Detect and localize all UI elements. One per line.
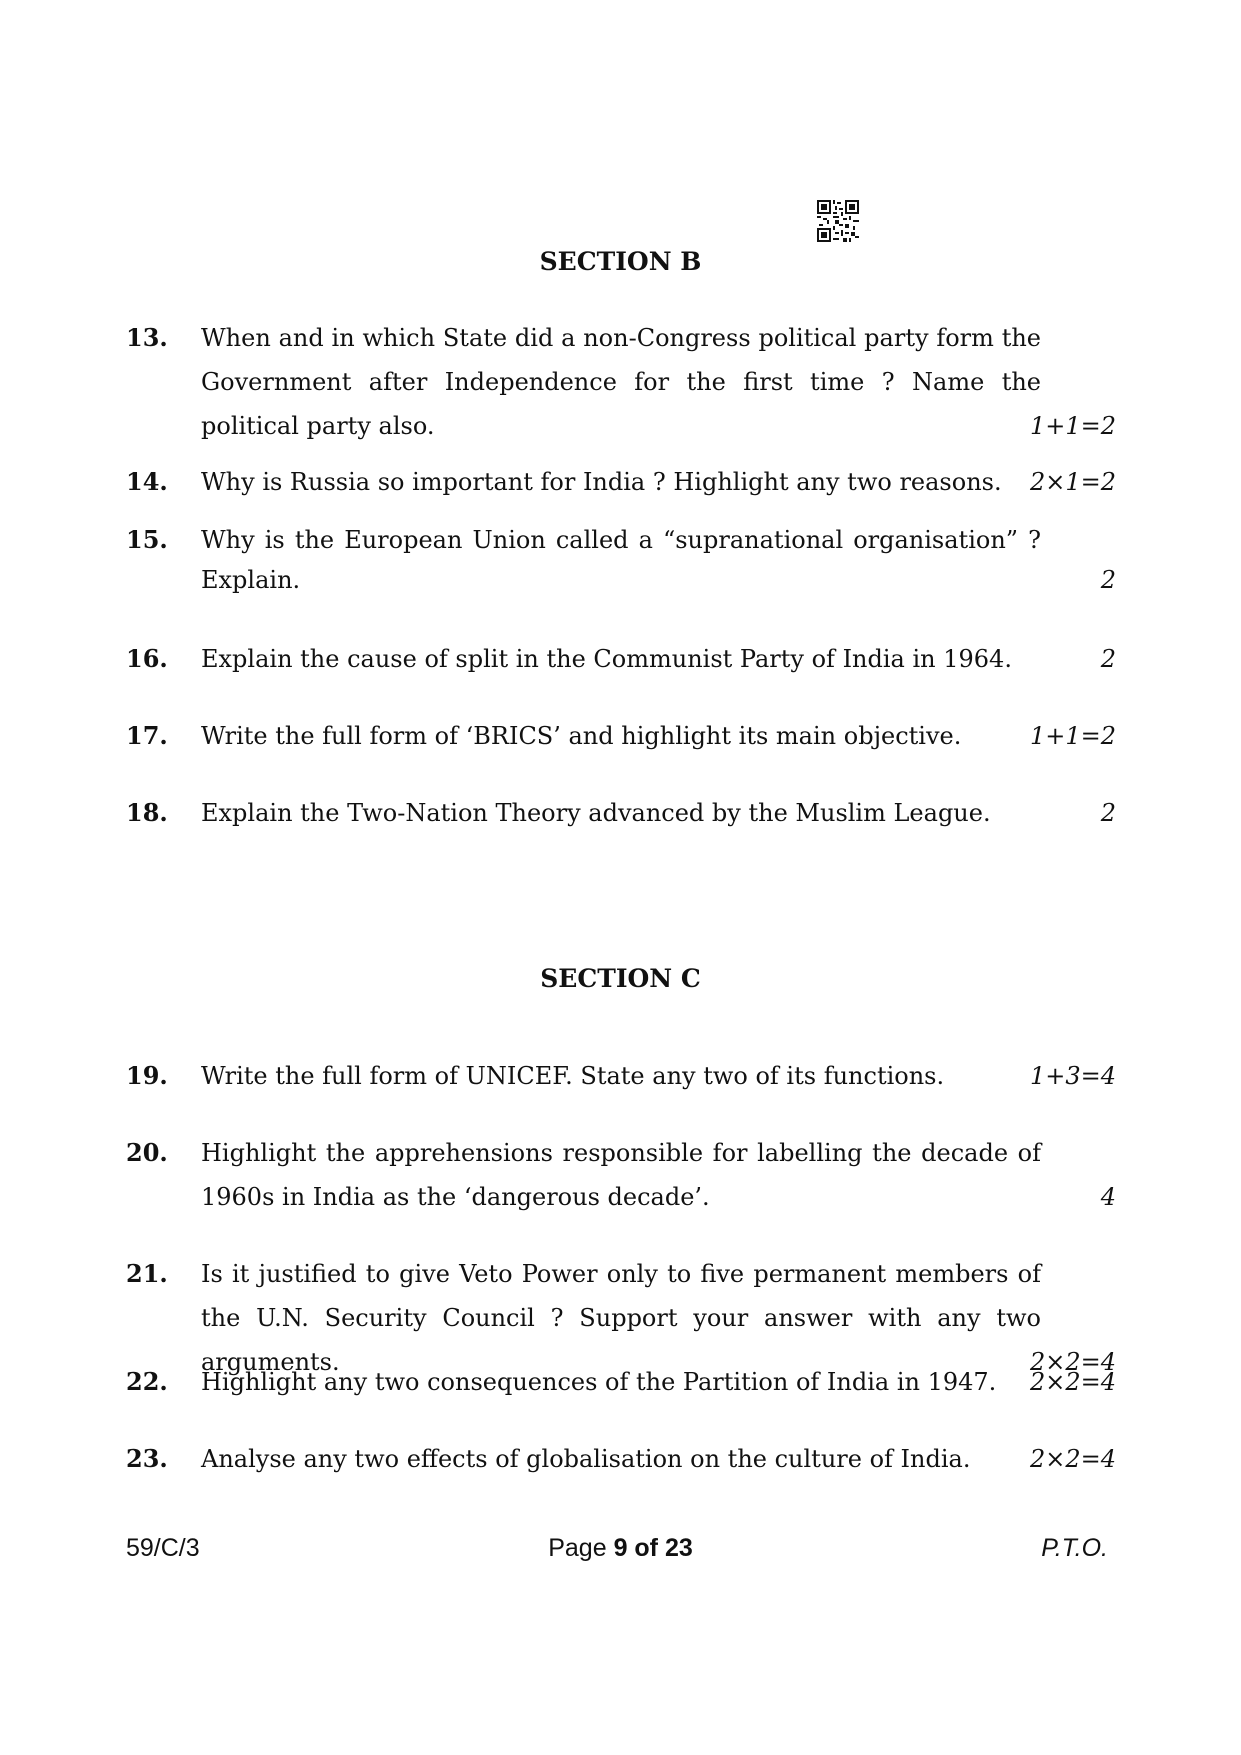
question-13 [126,316,1116,448]
page-of: of [627,1534,665,1562]
question-number: 16. [126,644,168,673]
question-number: 17. [126,721,168,750]
question-number: 13. [126,323,168,352]
question-marks: 2 [1100,566,1116,594]
question-text: Explain the cause of split in the Communist Party of India in 1964. [201,645,1012,673]
question-number: 19. [126,1061,168,1090]
question-number: 22. [126,1367,168,1396]
question-marks: 4 [1100,1183,1116,1211]
question-marks: 2×1=2 [1029,468,1116,496]
question-text: Explain the Two-Nation Theory advanced by the Muslim League. [201,799,991,827]
page-current: 9 [613,1534,628,1562]
question-text: Write the full form of ‘BRICS’ and highlight its main objective. [201,722,962,750]
qr-code-icon [817,200,859,242]
question-text: Is it justified to give Veto Power only to five permanent members of the U.N. Security Council ? Support your answer with any two arguments. [201,1260,1041,1376]
question-23 [126,1437,1116,1481]
question-number: 15. [126,525,168,554]
question-marks: 2×2=4 [1029,1445,1116,1473]
question-20 [126,1131,1116,1219]
question-22 [126,1360,1116,1404]
question-number: 14. [126,467,168,496]
page-prefix: Page [548,1534,614,1562]
question-18 [126,791,1116,835]
question-19 [126,1054,1116,1098]
page-total: 23 [664,1534,693,1562]
question-marks: 1+1=2 [1029,722,1116,750]
section-b-title: SECTION B [539,247,702,276]
question-marks: 1+3=4 [1029,1062,1116,1090]
question-text: Write the full form of UNICEF. State any two of its functions. [201,1062,945,1090]
question-marks: 2 [1100,799,1116,827]
question-marks: 1+1=2 [1029,412,1116,440]
section-c-title: SECTION C [540,964,701,993]
paper-code: 59/C/3 [126,1534,200,1562]
question-text: Highlight the apprehensions responsible for labelling the decade of 1960s in India as the ‘dangerous decade’. [201,1139,1041,1211]
question-number: 21. [126,1259,168,1288]
question-text: Why is Russia so important for India ? Highlight any two reasons. [201,468,1002,496]
question-number: 18. [126,798,168,827]
question-number: 20. [126,1138,168,1167]
question-text: Highlight any two consequences of the Partition of India in 1947. [201,1368,997,1396]
question-16 [126,637,1116,681]
question-text: Why is the European Union called a “supranational organisation” ? Explain. [201,526,1041,594]
question-15 [126,520,1116,600]
question-text: Analyse any two effects of globalisation on the culture of India. [201,1445,971,1473]
pto-label: P.T.O. [1041,1534,1108,1562]
question-17 [126,714,1116,758]
question-number: 23. [126,1444,168,1473]
question-14 [126,460,1116,504]
question-text: When and in which State did a non-Congress political party form the Government after Independence for the first time ? Name the political party also. [201,324,1041,440]
question-marks: 2 [1100,645,1116,673]
question-marks: 2×2=4 [1029,1368,1116,1396]
question-marks: 2×2=4 [1029,1348,1116,1376]
